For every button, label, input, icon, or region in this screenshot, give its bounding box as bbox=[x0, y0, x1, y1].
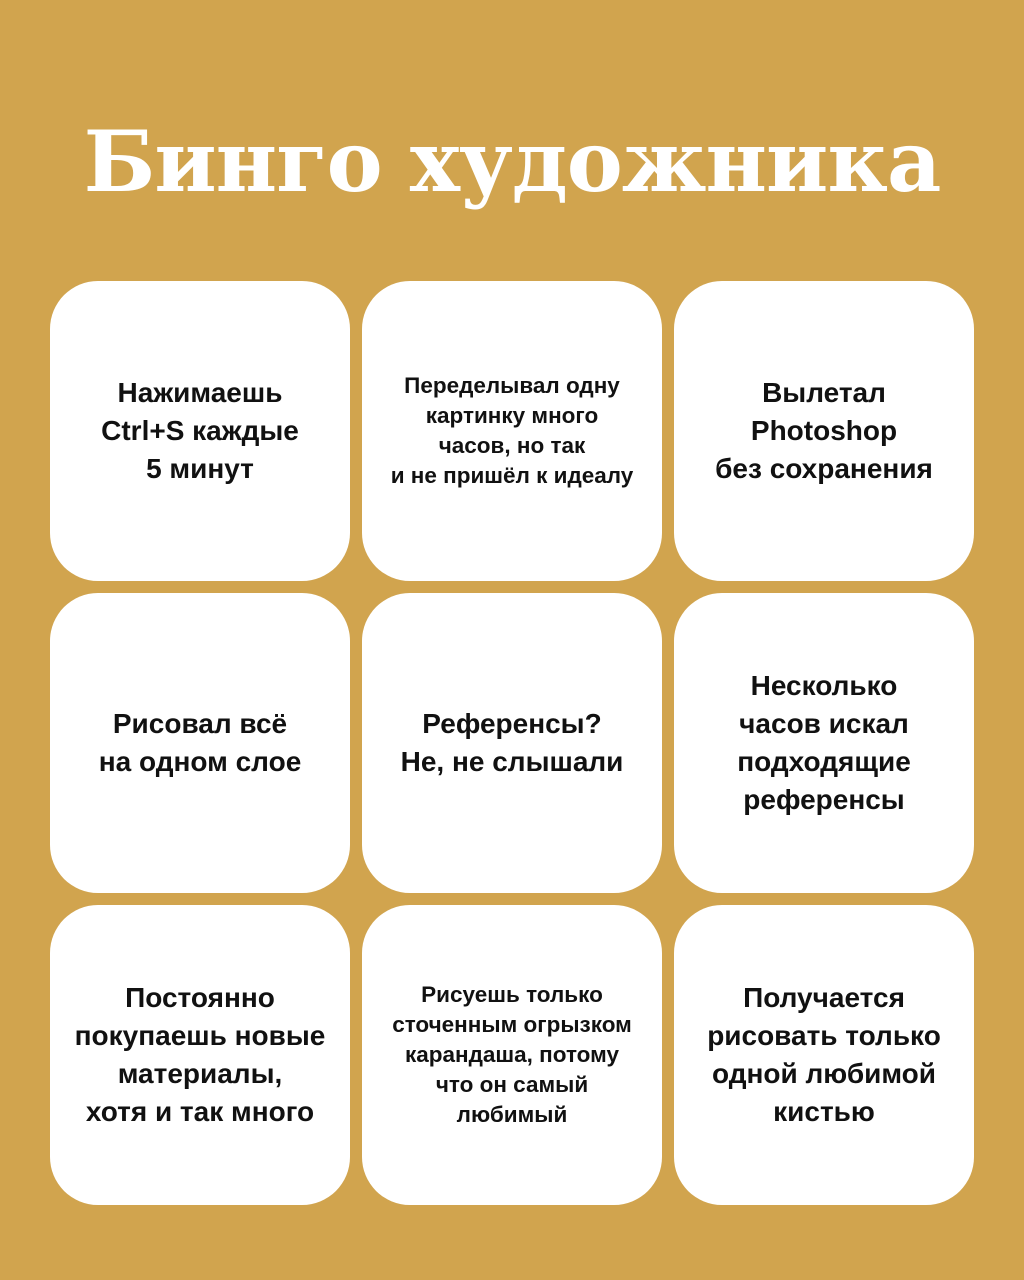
bingo-cell-text: Рисовал всё на одном слое bbox=[98, 708, 302, 777]
bingo-cell-5[interactable] bbox=[362, 593, 662, 893]
bingo-cell-4[interactable] bbox=[50, 593, 350, 893]
bingo-cell-text: Нажимаешь Ctrl+S каждые 5 минут bbox=[101, 377, 299, 484]
bingo-cell-text: Референсы? Не, не слышали bbox=[400, 708, 624, 777]
bingo-cell-text: Постоянно покупаешь новые материалы, хотя и так много bbox=[74, 982, 326, 1127]
bingo-cell-text: Получается рисовать только одной любимой кистью bbox=[707, 982, 941, 1127]
bingo-cell-8[interactable] bbox=[362, 905, 662, 1205]
bingo-cell-2[interactable] bbox=[362, 281, 662, 581]
bingo-cell-1[interactable] bbox=[50, 281, 350, 581]
bingo-cell-9[interactable] bbox=[674, 905, 974, 1205]
page-title: Бинго художника bbox=[83, 112, 941, 211]
bingo-grid bbox=[50, 281, 974, 1205]
bingo-cell-6[interactable] bbox=[674, 593, 974, 893]
bingo-cell-text: Несколько часов искал подходящие референсы bbox=[737, 670, 911, 815]
bingo-cell-7[interactable] bbox=[50, 905, 350, 1205]
bingo-cell-text: Рисуешь только сточенным огрызком карандаша, потому что он самый любимый bbox=[392, 982, 632, 1127]
bingo-cell-text: Переделывал одну картинку много часов, но так и не пришёл к идеалу bbox=[390, 373, 634, 488]
bingo-cell-text: Вылетал Photoshop без сохранения bbox=[715, 377, 933, 484]
bingo-cell-3[interactable] bbox=[674, 281, 974, 581]
